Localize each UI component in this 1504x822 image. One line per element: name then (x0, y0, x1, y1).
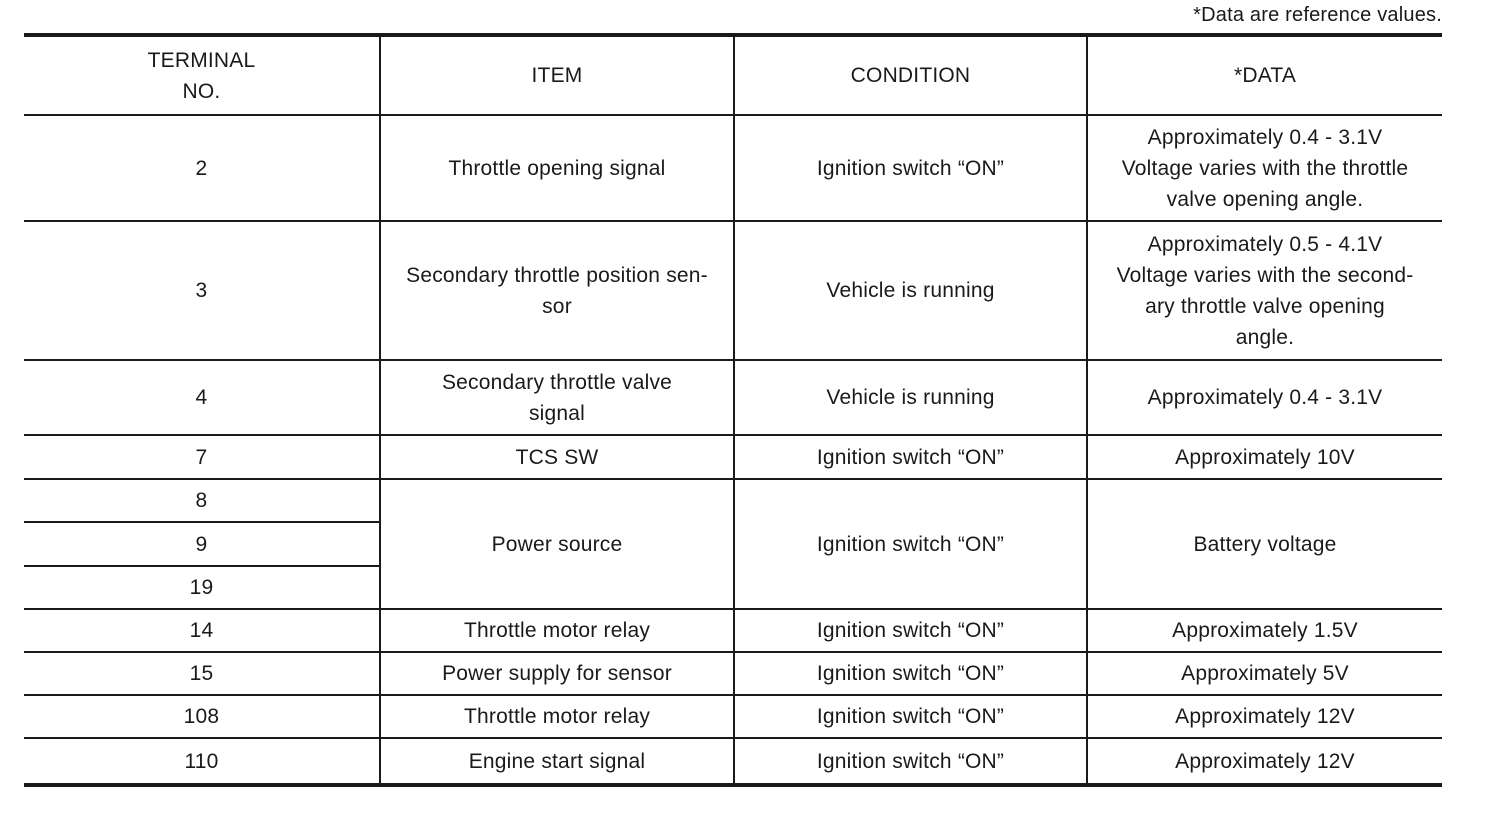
item-cell: Engine start signal (380, 738, 734, 785)
data-cell: Approximately 1.5V (1087, 609, 1442, 652)
condition-cell: Ignition switch “ON” (734, 435, 1087, 479)
condition-cell: Ignition switch “ON” (734, 695, 1087, 738)
data-line: Voltage varies with the second- (1116, 263, 1414, 287)
terminal-cell: 8 (24, 479, 380, 522)
table-row (24, 115, 1442, 221)
terminal-cell: 7 (24, 435, 380, 479)
terminal-cell: 110 (24, 738, 380, 785)
header-terminal-no (24, 35, 380, 115)
header-item: ITEM (380, 35, 734, 115)
data-line: Voltage varies with the throttle (1121, 156, 1409, 180)
data-cell (1087, 115, 1442, 221)
table-row (24, 221, 1442, 360)
condition-cell: Ignition switch “ON” (734, 115, 1087, 221)
terminal-cell: 4 (24, 360, 380, 435)
item-cell: Throttle motor relay (380, 609, 734, 652)
terminal-cell: 3 (24, 221, 380, 360)
condition-cell: Ignition switch “ON” (734, 609, 1087, 652)
data-cell: Approximately 10V (1087, 435, 1442, 479)
data-cell: Battery voltage (1087, 479, 1442, 609)
data-cell (1087, 221, 1442, 360)
item-cell: Power source (380, 479, 734, 609)
table-row (24, 695, 1442, 738)
data-line: angle. (1235, 325, 1295, 349)
data-line: Approximately 0.5 - 4.1V (1147, 232, 1383, 256)
item-line: signal (528, 401, 586, 425)
data-cell: Approximately 0.4 - 3.1V (1087, 360, 1442, 435)
header-terminal-line2: NO. (182, 79, 221, 103)
condition-cell: Vehicle is running (734, 221, 1087, 360)
item-cell (380, 221, 734, 360)
table-row (24, 652, 1442, 695)
item-line: Secondary throttle valve (441, 370, 673, 394)
terminal-cell: 14 (24, 609, 380, 652)
reference-values-note: *Data are reference values. (1193, 4, 1442, 26)
data-line: Approximately 0.4 - 3.1V (1147, 125, 1383, 149)
condition-cell: Ignition switch “ON” (734, 738, 1087, 785)
table-row (24, 435, 1442, 479)
item-cell: Throttle opening signal (380, 115, 734, 221)
terminal-data-table (24, 33, 1442, 787)
condition-cell: Ignition switch “ON” (734, 652, 1087, 695)
data-cell: Approximately 12V (1087, 695, 1442, 738)
header-row (24, 35, 1442, 115)
data-cell: Approximately 5V (1087, 652, 1442, 695)
header-data: *DATA (1087, 35, 1442, 115)
item-cell: Power supply for sensor (380, 652, 734, 695)
table-row (24, 738, 1442, 785)
terminal-cell: 9 (24, 522, 380, 566)
terminal-cell: 2 (24, 115, 380, 221)
header-condition: CONDITION (734, 35, 1087, 115)
header-terminal-line1: TERMINAL (147, 48, 256, 72)
data-line: valve opening angle. (1166, 187, 1364, 211)
item-cell (380, 360, 734, 435)
item-line: sor (542, 294, 572, 318)
condition-cell: Ignition switch “ON” (734, 479, 1087, 609)
condition-cell: Vehicle is running (734, 360, 1087, 435)
table-row (24, 360, 1442, 435)
table-row (24, 609, 1442, 652)
terminal-cell: 15 (24, 652, 380, 695)
item-cell: Throttle motor relay (380, 695, 734, 738)
terminal-cell: 108 (24, 695, 380, 738)
data-line: ary throttle valve opening (1145, 294, 1385, 318)
terminal-cell: 19 (24, 566, 380, 609)
table-row (24, 479, 1442, 522)
item-line: Secondary throttle position sen- (406, 263, 708, 287)
data-cell: Approximately 12V (1087, 738, 1442, 785)
item-cell: TCS SW (380, 435, 734, 479)
